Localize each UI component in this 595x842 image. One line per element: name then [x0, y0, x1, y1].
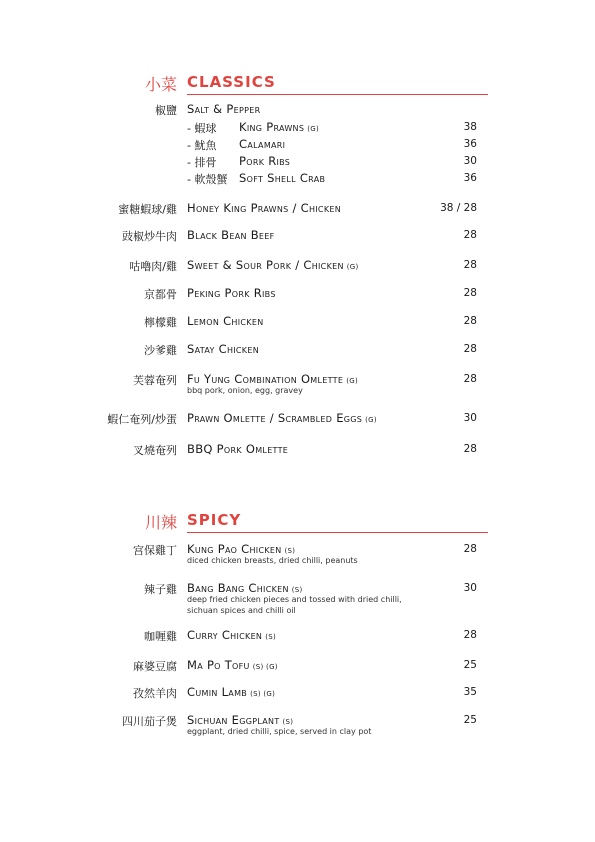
- option-price: 36: [463, 138, 477, 150]
- menu-item-cn: 咕嚕肉/雞: [129, 260, 177, 273]
- menu-item-en: Curry Chicken (S): [187, 628, 277, 642]
- menu-item-en: Lemon Chicken: [187, 314, 264, 328]
- menu-item-price: 28: [463, 259, 477, 271]
- spicy-tag: (S): [291, 586, 303, 594]
- menu-item-cn: 宫保雞丁: [133, 544, 177, 557]
- menu-item-en: Bang Bang Chicken (S): [187, 581, 303, 595]
- option-price: 30: [463, 155, 477, 167]
- option-en: Soft Shell Crab: [239, 171, 326, 185]
- option-cn: - 魷魚: [187, 139, 217, 152]
- menu-item-description: deep fried chicken pieces and tossed with dried chilli,: [187, 595, 402, 604]
- menu-item-en: Sweet & Sour Pork / Chicken (G): [187, 258, 359, 272]
- menu-item-cn: 沙爹雞: [144, 344, 177, 357]
- menu-item-cn: 京都骨: [144, 288, 177, 301]
- menu-item-cn: 四川茄子煲: [122, 715, 177, 728]
- menu-item-en: Kung Pao Chicken (S): [187, 542, 296, 556]
- menu-item-price: 28: [463, 343, 477, 355]
- classics-rule: [187, 94, 488, 95]
- spicy-rule: [187, 532, 488, 533]
- menu-item-description: eggplant, dried chilli, spice, served in clay pot: [187, 727, 372, 736]
- spicy-tag: (S): [284, 547, 296, 555]
- menu-item-en: Honey King Prawns / Chicken: [187, 201, 342, 215]
- menu-item-price: 28: [463, 543, 477, 555]
- menu-item-description: diced chicken breasts, dried chilli, peanuts: [187, 556, 358, 565]
- menu-item-en: Black Bean Beef: [187, 228, 275, 242]
- menu-item-en: Sichuan Eggplant (S): [187, 713, 294, 727]
- menu-item-cn: 豉椒炒牛肉: [122, 230, 177, 243]
- menu-item-cn: 麻婆豆腐: [133, 660, 177, 673]
- menu-item-cn: 檸檬雞: [144, 316, 177, 329]
- menu-item-price: 28: [463, 287, 477, 299]
- menu-item-price: 25: [463, 659, 477, 671]
- menu-item-price: 28: [463, 443, 477, 455]
- option-en: Pork Ribs: [239, 154, 291, 168]
- gluten-tag: (G): [346, 263, 359, 271]
- option-price: 36: [463, 172, 477, 184]
- menu-item-price: 25: [463, 714, 477, 726]
- menu-item-price: 28: [463, 629, 477, 641]
- menu-item-en: Prawn Omlette / Scrambled Eggs (G): [187, 411, 377, 425]
- spicy-title-en: SPICY: [187, 511, 242, 529]
- option-cn: - 蝦球: [187, 122, 217, 135]
- spicy-title-cn: 川辣: [144, 513, 177, 532]
- menu-item-en: Salt & Pepper: [187, 102, 261, 116]
- menu-item-description: sichuan spices and chilli oil: [187, 606, 296, 615]
- menu-item-en: Satay Chicken: [187, 342, 259, 356]
- menu-item-cn: 蝦仁奄列/炒蛋: [107, 413, 177, 426]
- classics-title-cn: 小菜: [144, 75, 177, 94]
- menu-item-cn: 蜜糖蝦球/雞: [118, 203, 177, 216]
- menu-item-en: Cumin Lamb (S) (G): [187, 685, 276, 699]
- menu-item-price: 30: [463, 582, 477, 594]
- menu-item-price: 35: [463, 686, 477, 698]
- menu-item-en: Fu Yung Combination Omlette (G): [187, 372, 358, 386]
- menu-item-en: Ma Po Tofu (S) (G): [187, 658, 278, 672]
- menu-item-cn: 孜然羊肉: [133, 687, 177, 700]
- gluten-tag: (G): [365, 416, 377, 424]
- menu-item-price: 28: [463, 373, 477, 385]
- gluten-tag: (G): [346, 377, 358, 385]
- spicy-header: [0, 510, 595, 534]
- menu-item-cn: 辣子雞: [144, 583, 177, 596]
- menu-item-price: 28: [463, 229, 477, 241]
- menu-item-price: 38 / 28: [440, 202, 477, 214]
- menu-item-price: 28: [463, 315, 477, 327]
- gluten-tag: (G): [307, 125, 320, 133]
- menu-item-cn: 椒鹽: [155, 104, 177, 117]
- menu-item-en: BBQ Pork Omlette: [187, 442, 289, 456]
- spicy-tag: (S): [282, 718, 294, 726]
- option-en: Calamari: [239, 137, 286, 151]
- menu-item-cn: 叉燒奄列: [133, 444, 177, 457]
- spicy-gluten-tag: (S) (G): [250, 690, 276, 698]
- spicy-tag: (S): [265, 633, 277, 641]
- spicy-gluten-tag: (S) (G): [252, 663, 278, 671]
- option-en: King Prawns (G): [239, 120, 320, 134]
- menu-item-en: Peking Pork Ribs: [187, 286, 276, 300]
- menu-item-description: bbq pork, onion, egg, gravey: [187, 386, 303, 395]
- menu-item-cn: 芙蓉奄列: [133, 374, 177, 387]
- classics-title-en: CLASSICS: [187, 73, 276, 91]
- menu-item-cn: 咖喱雞: [144, 630, 177, 643]
- option-price: 38: [463, 121, 477, 133]
- menu-item-price: 30: [463, 412, 477, 424]
- option-cn: - 排骨: [187, 156, 217, 169]
- classics-header: [0, 72, 595, 96]
- option-cn: - 軟殼蟹: [187, 173, 228, 186]
